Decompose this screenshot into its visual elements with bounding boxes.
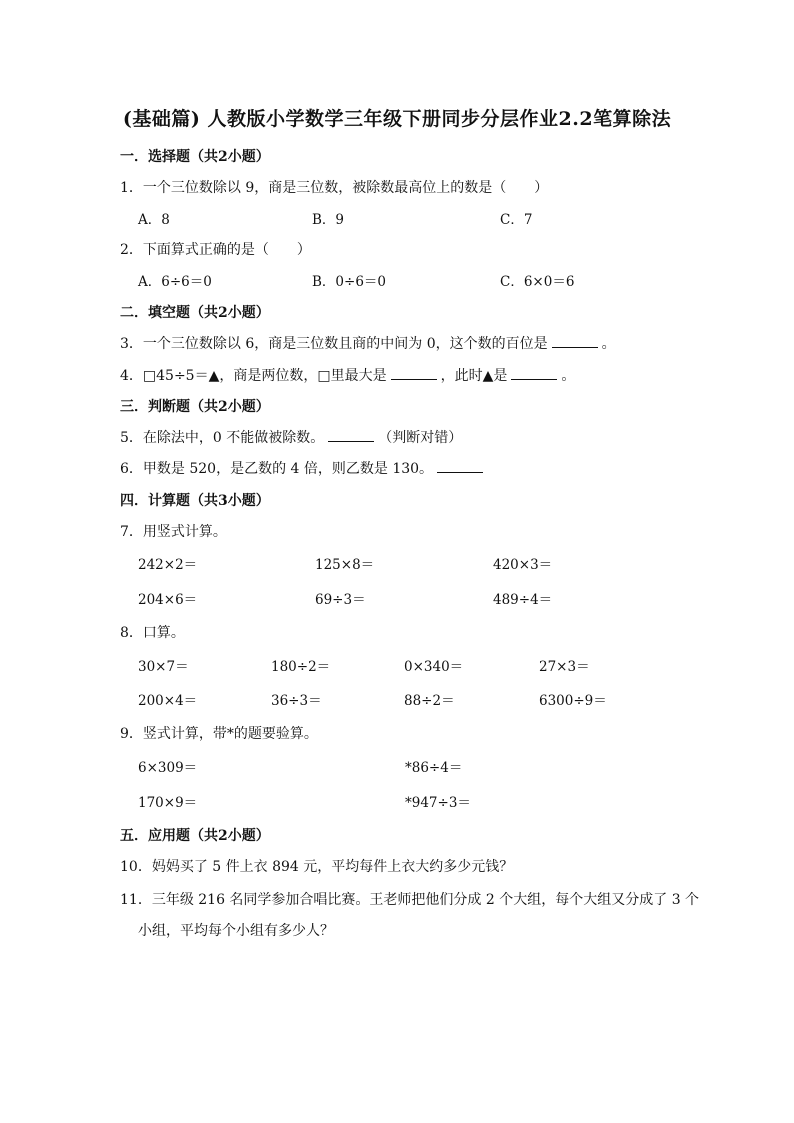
section-heading-application: 五．应用题（共2小题） bbox=[120, 828, 270, 844]
expression: 242×2＝ bbox=[138, 557, 198, 573]
question-4-text: 4．□45÷5＝▲，商是两位数，□里最大是 bbox=[120, 368, 387, 384]
question-10: 10．妈妈买了 5 件上衣 894 元，平均每件上衣大约多少元钱？ bbox=[120, 859, 514, 875]
expression: 6×309＝ bbox=[138, 760, 198, 776]
question-4-mid: ，此时▲是 bbox=[440, 368, 508, 384]
option-c: C．6×0＝6 bbox=[500, 274, 575, 290]
option-b: B．9 bbox=[312, 212, 345, 228]
expression: 27×3＝ bbox=[539, 659, 590, 675]
answer-blank[interactable] bbox=[437, 460, 483, 473]
expression: 204×6＝ bbox=[138, 592, 198, 608]
section-heading-choice: 一．选择题（共2小题） bbox=[120, 149, 270, 165]
question-7-row-1 bbox=[0, 553, 794, 573]
question-11-line-1: 11．三年级 216 名同学参加合唱比赛。王老师把他们分成 2 个大组，每个大组又分成了 3 个 bbox=[120, 892, 700, 908]
question-8: 8．口算。 bbox=[120, 625, 185, 641]
expression: 30×7＝ bbox=[138, 659, 189, 675]
expression: 180÷2＝ bbox=[271, 659, 331, 675]
question-9: 9．竖式计算，带*的题要验算。 bbox=[120, 726, 318, 742]
question-6-text: 6．甲数是 520，是乙数的 4 倍，则乙数是 130。 bbox=[120, 461, 434, 477]
section-heading-judge: 三．判断题（共2小题） bbox=[120, 399, 270, 415]
question-4 bbox=[120, 365, 575, 385]
question-3-text: 3．一个三位数除以 6，商是三位数且商的中间为 0，这个数的百位是 bbox=[120, 336, 548, 352]
question-7: 7．用竖式计算。 bbox=[120, 524, 227, 540]
page-title: (基础篇) 人教版小学数学三年级下册同步分层作业2.2笔算除法 bbox=[122, 108, 672, 130]
option-a: A．8 bbox=[138, 212, 170, 228]
question-9-row-2 bbox=[0, 791, 794, 811]
expression: 6300÷9＝ bbox=[539, 693, 607, 709]
option-b: B．0÷6＝0 bbox=[312, 274, 386, 290]
expression: 69÷3＝ bbox=[315, 592, 366, 608]
expression: *947÷3＝ bbox=[405, 795, 471, 811]
section-heading-fill: 二．填空题（共2小题） bbox=[120, 305, 270, 321]
question-4-end: 。 bbox=[561, 368, 576, 384]
question-8-row-1 bbox=[0, 655, 794, 675]
expression: 489÷4＝ bbox=[493, 592, 553, 608]
expression: 36÷3＝ bbox=[271, 693, 322, 709]
question-5-text: 5．在除法中，0 不能做被除数。 bbox=[120, 430, 325, 446]
expression: 88÷2＝ bbox=[404, 693, 455, 709]
expression: 170×9＝ bbox=[138, 795, 198, 811]
question-7-row-2 bbox=[0, 588, 794, 608]
answer-blank[interactable] bbox=[552, 335, 598, 348]
answer-blank[interactable] bbox=[511, 367, 557, 380]
question-1: 1．一个三位数除以 9，商是三位数，被除数最高位上的数是（ ） bbox=[120, 180, 549, 196]
question-3 bbox=[120, 333, 616, 353]
answer-blank[interactable] bbox=[391, 367, 437, 380]
question-1-options bbox=[0, 208, 794, 228]
section-heading-calc: 四．计算题（共3小题） bbox=[120, 493, 270, 509]
question-6 bbox=[120, 458, 487, 478]
expression: *86÷4＝ bbox=[405, 760, 463, 776]
expression: 200×4＝ bbox=[138, 693, 198, 709]
question-11-line-2: 小组，平均每个小组有多少人？ bbox=[138, 923, 334, 939]
question-5-end: （判断对错） bbox=[378, 430, 463, 446]
question-2-options bbox=[0, 270, 794, 290]
option-a: A．6÷6＝0 bbox=[138, 274, 212, 290]
question-3-end: 。 bbox=[601, 336, 616, 352]
question-2: 2．下面算式正确的是（ ） bbox=[120, 242, 311, 258]
option-c: C．7 bbox=[500, 212, 533, 228]
expression: 420×3＝ bbox=[493, 557, 553, 573]
question-5 bbox=[120, 427, 462, 447]
expression: 125×8＝ bbox=[315, 557, 375, 573]
answer-blank[interactable] bbox=[328, 429, 374, 442]
question-8-row-2 bbox=[0, 689, 794, 709]
question-9-row-1 bbox=[0, 756, 794, 776]
expression: 0×340＝ bbox=[404, 659, 464, 675]
